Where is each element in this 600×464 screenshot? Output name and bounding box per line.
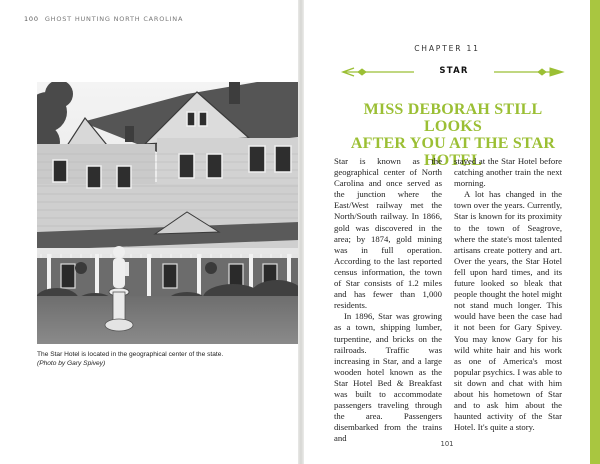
star-hotel-photo: [37, 82, 299, 344]
text-column-2: [454, 156, 562, 433]
running-head: [24, 15, 183, 23]
paragraph: A lot has changed in the town over the years. Currently, Star is known for its proximity to the town of Seagrove, where the state's most talented artisans create pottery and art. Over the years, the Star Hotel fell upon hard times, and its future looked so bleak that people thought the hotel might not stand much longer. This would have been the case had it not been for Gary Spivey. You may know Gary for his wild white hair and his work as one of America's most popular psychics. I was able to sit down and chat with him about his hometown of Star and to ask him about the haunted activity of the Star Hotel. It's quite a story.: [454, 189, 562, 433]
left-page-number: 100: [24, 15, 39, 23]
paragraph: stayed at the Star Hotel before catching another train the next morning.: [454, 156, 562, 189]
caption-credit: (Photo by Gary Spivey): [37, 359, 106, 367]
hotel-photo-illustration: [37, 82, 299, 344]
chapter-title-row: [340, 64, 568, 80]
left-page: [0, 0, 298, 464]
photo-caption: [37, 351, 287, 368]
paragraph: Star is known as the geographical center of North Carolina and once served as the junction where the East/West railway met the North/South railway. In 1866, gold was discovered in the area; by 1874, gold mining was in full operation. According to the last reported census information, the town of Star consists of 1.2 miles and has fewer than 1,000 residents.: [334, 156, 442, 311]
headline-line-2: AFTER YOU AT THE STAR HOTEL: [350, 135, 556, 169]
headline-line-1: MISS DEBORAH STILL LOOKS: [363, 101, 543, 135]
page-edge-color-bar: [590, 0, 600, 464]
chapter-title: STAR: [439, 66, 469, 76]
text-column-1: [334, 156, 442, 444]
chapter-label: CHAPTER 11: [414, 44, 480, 53]
right-page-number: 101: [440, 440, 454, 448]
right-page: [304, 0, 590, 464]
running-head-title: GHOST HUNTING NORTH CAROLINA: [44, 15, 184, 23]
caption-text: The Star Hotel is located in the geographical center of the state.: [37, 351, 224, 358]
paragraph: In 1896, Star was growing as a town, shipping lumber, turpentine, and bricks on the railroads. Traffic was increasing in Star, and a large wooden hotel known as the Star Hotel Bed & Breakfast was built to accommodate passengers traveling through the area. Passengers disembarked from the trains and: [334, 311, 442, 444]
